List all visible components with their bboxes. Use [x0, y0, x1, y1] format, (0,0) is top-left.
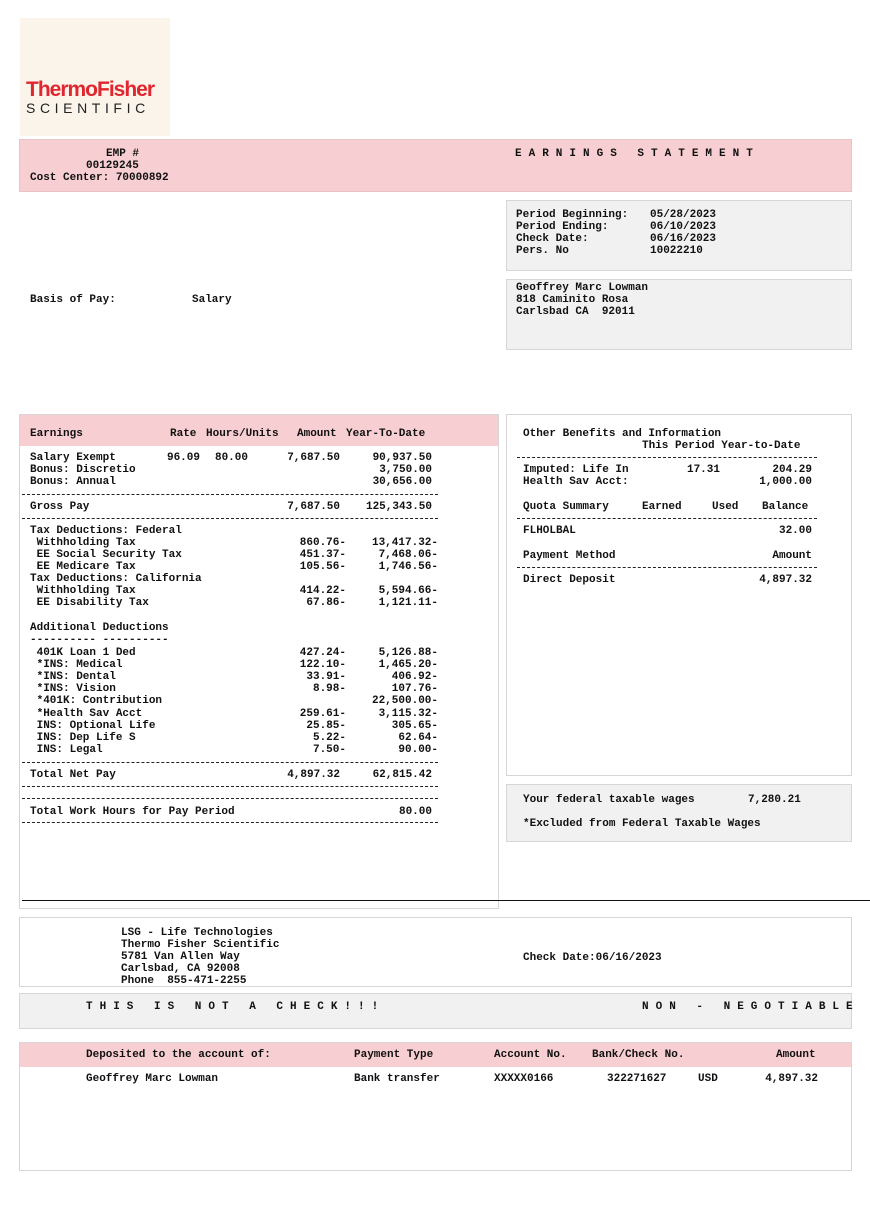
- emp-number: 00129245: [86, 160, 139, 172]
- company-logo: [20, 18, 170, 136]
- address-line-2: Carlsbad CA 92011: [516, 306, 635, 318]
- deposit-account: XXXXX0166: [494, 1073, 554, 1085]
- quota-col-used: Used: [712, 501, 739, 513]
- additional-row-amount: 122.10-: [299, 659, 346, 671]
- total-hours-label: Total Work Hours for Pay Period: [30, 806, 235, 818]
- earnings-col-amount: Amount: [297, 428, 337, 440]
- company-line: LSG - Life Technologies: [121, 927, 273, 939]
- additional-row-amount: 7.50-: [312, 744, 346, 756]
- additional-row-ytd: 406.92-: [391, 671, 438, 683]
- payment-col-amount: Amount: [772, 550, 812, 562]
- address-line-1: 818 Caminito Rosa: [516, 294, 629, 306]
- earnings-row-name: Bonus: Discretio: [30, 464, 136, 476]
- taxable-wages-box: [506, 784, 852, 842]
- benefit-row-period: 17.31: [686, 464, 720, 476]
- quota-row-name: FLHOLBAL: [523, 525, 576, 537]
- logo-wordmark: ThermoFisher: [26, 78, 155, 101]
- additional-row-ytd: 5,126.88-: [378, 647, 438, 659]
- additional-row-amount: 5.22-: [312, 732, 346, 744]
- benefit-row-name: Imputed: Life In: [523, 464, 629, 476]
- divider: [517, 457, 817, 458]
- divider: [517, 567, 817, 568]
- taxable-wages-value: 7,280.21: [748, 794, 801, 806]
- separator-line: [22, 900, 870, 901]
- deduction-name: EE Medicare Tax: [30, 561, 136, 573]
- total-net-pay-amount: 4,897.32: [287, 769, 340, 781]
- earnings-col-rate: Rate: [170, 428, 197, 440]
- earnings-row-name: Salary Exempt: [30, 452, 116, 464]
- divider: [22, 822, 438, 823]
- employee-name: Geoffrey Marc Lowman: [516, 282, 649, 294]
- deduction-name: EE Social Security Tax: [30, 549, 182, 561]
- check-date-label: Check Date:: [516, 233, 589, 245]
- benefits-title: Other Benefits and Information: [523, 428, 722, 440]
- non-negotiable-text: NON - NEGOTIABLE: [642, 1001, 860, 1013]
- deposit-type: Bank transfer: [354, 1073, 440, 1085]
- excluded-note: *Excluded from Federal Taxable Wages: [523, 818, 761, 830]
- deduction-name: Tax Deductions: Federal: [30, 525, 182, 537]
- deposit-bank: 322271627: [607, 1073, 667, 1085]
- deduction-amount: 105.56-: [299, 561, 346, 573]
- emp-label: EMP #: [106, 148, 140, 160]
- additional-row-name: *INS: Vision: [30, 683, 116, 695]
- additional-deductions-underline: ---------- ----------: [30, 634, 169, 646]
- total-hours-value: 80.00: [398, 806, 432, 818]
- earnings-row-amount: 7,687.50: [287, 452, 340, 464]
- earnings-row-ytd: 90,937.50: [372, 452, 432, 464]
- company-line: 5781 Van Allen Way: [121, 951, 240, 963]
- company-phone: Phone 855-471-2255: [121, 975, 247, 987]
- not-a-check-text: THIS IS NOT A CHECK!!!: [86, 1001, 386, 1013]
- payment-row-method: Direct Deposit: [523, 574, 616, 586]
- deduction-amount: 860.76-: [299, 537, 346, 549]
- pers-no-value: 10022210: [650, 245, 703, 257]
- deposit-name: Geoffrey Marc Lowman: [86, 1073, 219, 1085]
- divider: [22, 762, 438, 763]
- divider: [22, 518, 438, 519]
- deduction-ytd: 1,121.11-: [378, 597, 438, 609]
- deduction-ytd: 1,746.56-: [378, 561, 438, 573]
- divider: [22, 786, 438, 787]
- additional-row-name: *INS: Medical: [30, 659, 123, 671]
- additional-row-amount: 427.24-: [299, 647, 346, 659]
- basis-of-pay-value: Salary: [192, 294, 232, 306]
- earnings-row-rate: 96.09: [166, 452, 200, 464]
- quota-col-summary: Quota Summary: [523, 501, 609, 513]
- pers-no-label: Pers. No: [516, 245, 569, 257]
- earnings-row-name: Bonus: Annual: [30, 476, 116, 488]
- earnings-col-hours: Hours/Units: [206, 428, 279, 440]
- deduction-ytd: 7,468.06-: [378, 549, 438, 561]
- earnings-row-ytd: 3,750.00: [379, 464, 432, 476]
- benefit-row-ytd: 1,000.00: [759, 476, 812, 488]
- additional-row-name: 401K Loan 1 Ded: [30, 647, 136, 659]
- deposit-col-payment-type: Payment Type: [354, 1049, 434, 1061]
- additional-row-name: INS: Legal: [30, 744, 103, 756]
- total-net-pay-ytd: 62,815.42: [372, 769, 432, 781]
- deposit-col-account-of: Deposited to the account of:: [86, 1049, 271, 1061]
- quota-col-balance: Balance: [762, 501, 809, 513]
- benefit-row-name: Health Sav Acct:: [523, 476, 629, 488]
- additional-deductions-title: Additional Deductions: [30, 622, 169, 634]
- deposit-currency: USD: [698, 1073, 718, 1085]
- deposit-col-amount: Amount: [776, 1049, 816, 1061]
- check-date-value: 06/16/2023: [650, 233, 717, 245]
- additional-row-name: *Health Sav Acct: [30, 708, 143, 720]
- additional-row-ytd: 1,465.20-: [378, 659, 438, 671]
- divider: [22, 798, 438, 799]
- total-net-pay-label: Total Net Pay: [30, 769, 116, 781]
- deduction-amount: 451.37-: [299, 549, 346, 561]
- additional-row-ytd: 62.64-: [398, 732, 438, 744]
- gross-pay-amount: 7,687.50: [287, 501, 340, 513]
- period-ending-value: 06/10/2023: [650, 221, 717, 233]
- additional-row-amount: 25.85-: [306, 720, 346, 732]
- gross-pay-ytd: 125,343.50: [365, 501, 432, 513]
- deduction-ytd: 5,594.66-: [378, 585, 438, 597]
- divider: [517, 518, 817, 519]
- earnings-row-hours: 80.00: [214, 452, 248, 464]
- payment-col-method: Payment Method: [523, 550, 616, 562]
- deduction-amount: 414.22-: [299, 585, 346, 597]
- additional-row-ytd: 305.65-: [391, 720, 438, 732]
- period-beginning-value: 05/28/2023: [650, 209, 717, 221]
- deposit-col-account-no: Account No.: [494, 1049, 567, 1061]
- payment-row-amount: 4,897.32: [759, 574, 812, 586]
- logo-subtitle: SCIENTIFIC: [26, 100, 150, 116]
- additional-row-name: *401K: Contribution: [30, 695, 163, 707]
- statement-title: EARNINGS STATEMENT: [515, 148, 760, 160]
- deduction-name: Withholding Tax: [30, 537, 136, 549]
- gross-pay-label: Gross Pay: [30, 501, 90, 513]
- divider: [22, 494, 438, 495]
- deduction-amount: 67.86-: [306, 597, 346, 609]
- earnings-row-ytd: 30,656.00: [372, 476, 432, 488]
- quota-row-balance: 32.00: [778, 525, 812, 537]
- additional-row-amount: 259.61-: [299, 708, 346, 720]
- period-ending-label: Period Ending:: [516, 221, 609, 233]
- additional-row-name: *INS: Dental: [30, 671, 116, 683]
- company-line: Thermo Fisher Scientific: [121, 939, 280, 951]
- company-line: Carlsbad, CA 92008: [121, 963, 240, 975]
- additional-row-amount: 8.98-: [312, 683, 346, 695]
- earnings-col-ytd: Year-To-Date: [346, 428, 426, 440]
- basis-of-pay-label: Basis of Pay:: [30, 294, 116, 306]
- deduction-name: Tax Deductions: California: [30, 573, 202, 585]
- earnings-col-name: Earnings: [30, 428, 83, 440]
- taxable-wages-label: Your federal taxable wages: [523, 794, 695, 806]
- period-beginning-label: Period Beginning:: [516, 209, 629, 221]
- deduction-name: Withholding Tax: [30, 585, 136, 597]
- deduction-name: EE Disability Tax: [30, 597, 149, 609]
- benefit-row-ytd: 204.29: [772, 464, 812, 476]
- benefits-subheader: This Period Year-to-Date: [642, 440, 801, 452]
- additional-row-name: INS: Dep Life S: [30, 732, 136, 744]
- additional-row-name: INS: Optional Life: [30, 720, 156, 732]
- additional-row-ytd: 3,115.32-: [378, 708, 438, 720]
- additional-row-ytd: 90.00-: [398, 744, 438, 756]
- cost-center: Cost Center: 70000892: [30, 172, 169, 184]
- deposit-amount: 4,897.32: [765, 1073, 818, 1085]
- additional-row-amount: 33.91-: [306, 671, 346, 683]
- statement-header: [19, 139, 852, 192]
- deposit-col-bank-no: Bank/Check No.: [592, 1049, 685, 1061]
- deduction-ytd: 13,417.32-: [371, 537, 438, 549]
- company-check-date: Check Date:06/16/2023: [523, 952, 662, 964]
- additional-row-ytd: 107.76-: [391, 683, 438, 695]
- additional-row-ytd: 22,500.00-: [371, 695, 438, 707]
- quota-col-earned: Earned: [642, 501, 682, 513]
